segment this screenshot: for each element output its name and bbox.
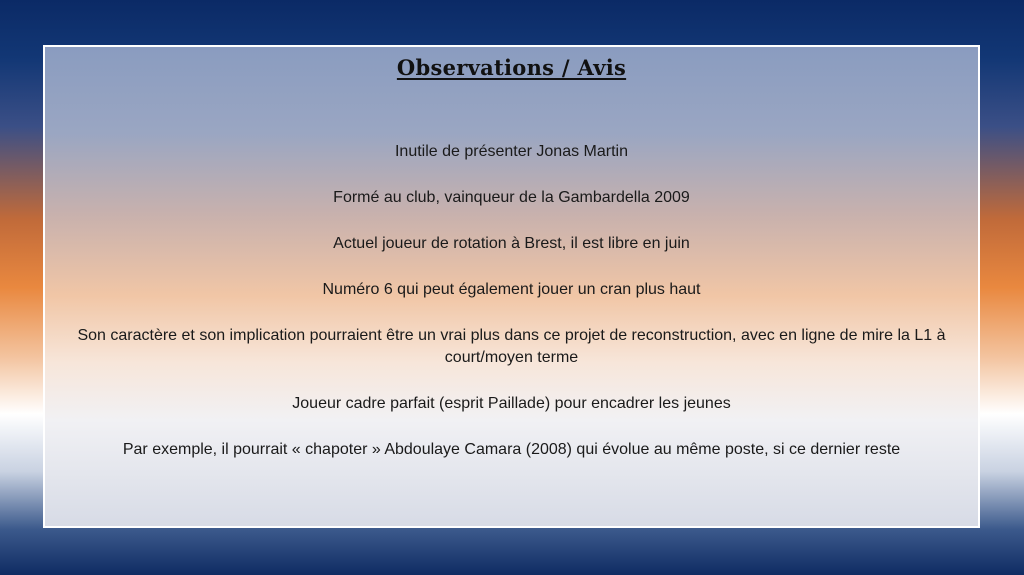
body-line-4: Numéro 6 qui peut également jouer un cran plus haut (322, 281, 701, 298)
body-line-3: Actuel joueur de rotation à Brest, il est libre en juin (333, 235, 690, 252)
body-line-1: Inutile de présenter Jonas Martin (394, 143, 628, 160)
body-line-6: Joueur cadre parfait (esprit Paillade) pour encadrer les jeunes (292, 395, 731, 412)
slide-frame (43, 45, 980, 528)
body-line-2: Formé au club, vainqueur de la Gambardella 2009 (333, 189, 690, 206)
body-line-5: Son caractère et son implication pourraient être un vrai plus dans ce projet de reconstruction, avec en ligne de mire la L1 à court/moyen terme (77, 327, 946, 366)
slide-body (51, 141, 972, 485)
body-line-7: Par exemple, il pourrait « chapoter » Abdoulaye Camara (2008) qui évolue au même poste, si ce dernier reste (122, 441, 901, 458)
slide-title: Observations / Avis (396, 55, 627, 80)
